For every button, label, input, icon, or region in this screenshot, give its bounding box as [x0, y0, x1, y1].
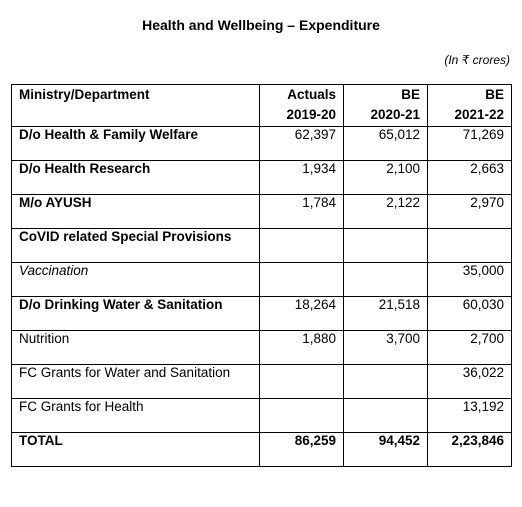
cell-actuals-2019-20: 86,259: [260, 433, 344, 467]
table-row: [12, 263, 512, 297]
cell-be-2021-22: 35,000: [428, 263, 512, 297]
cell-be-2020-21: 94,452: [344, 433, 428, 467]
cell-be-2020-21: [344, 365, 428, 399]
table-row: [12, 229, 512, 263]
cell-actuals-2019-20: [260, 399, 344, 433]
header-actuals-2019-20: [260, 85, 344, 127]
header-year: 2021-22: [454, 107, 504, 122]
unit-note: (In ₹ crores): [444, 53, 510, 67]
cell-actuals-2019-20: 18,264: [260, 297, 344, 331]
table-row: [12, 195, 512, 229]
header-label: BE: [485, 87, 504, 102]
cell-actuals-2019-20: 1,934: [260, 161, 344, 195]
table-row: [12, 127, 512, 161]
row-label: D/o Health & Family Welfare: [12, 127, 260, 161]
table-row: [12, 331, 512, 365]
row-label: FC Grants for Health: [12, 399, 260, 433]
cell-be-2021-22: 71,269: [428, 127, 512, 161]
cell-be-2021-22: 2,663: [428, 161, 512, 195]
cell-be-2021-22: 36,022: [428, 365, 512, 399]
page-title: Health and Wellbeing – Expenditure: [142, 17, 380, 33]
table-row: [12, 399, 512, 433]
cell-be-2020-21: 65,012: [344, 127, 428, 161]
row-label: CoVID related Special Provisions: [12, 229, 260, 263]
cell-be-2021-22: [428, 229, 512, 263]
header-label: BE: [401, 87, 420, 102]
cell-actuals-2019-20: [260, 229, 344, 263]
cell-be-2021-22: 60,030: [428, 297, 512, 331]
row-label: D/o Drinking Water & Sanitation: [12, 297, 260, 331]
row-label: Nutrition: [12, 331, 260, 365]
table-header-row: [12, 85, 512, 127]
cell-be-2021-22: 2,970: [428, 195, 512, 229]
table-row: [12, 161, 512, 195]
cell-be-2020-21: 3,700: [344, 331, 428, 365]
cell-be-2020-21: 2,122: [344, 195, 428, 229]
cell-actuals-2019-20: 1,880: [260, 331, 344, 365]
table-row: [12, 433, 512, 467]
header-ministry-department: Ministry/Department: [12, 85, 260, 127]
cell-be-2020-21: 2,100: [344, 161, 428, 195]
row-label: M/o AYUSH: [12, 195, 260, 229]
cell-actuals-2019-20: [260, 365, 344, 399]
cell-be-2020-21: [344, 263, 428, 297]
table-body: [12, 127, 512, 467]
row-label: Vaccination: [12, 263, 260, 297]
cell-be-2021-22: 2,700: [428, 331, 512, 365]
table-row: [12, 365, 512, 399]
expenditure-table: [11, 84, 512, 467]
row-label: TOTAL: [12, 433, 260, 467]
cell-be-2020-21: 21,518: [344, 297, 428, 331]
header-be-2021-22: [428, 85, 512, 127]
cell-actuals-2019-20: 62,397: [260, 127, 344, 161]
header-label: Actuals: [287, 87, 336, 102]
cell-be-2021-22: 2,23,846: [428, 433, 512, 467]
cell-be-2020-21: [344, 399, 428, 433]
table-row: [12, 297, 512, 331]
cell-actuals-2019-20: [260, 263, 344, 297]
row-label: FC Grants for Water and Sanitation: [12, 365, 260, 399]
header-year: 2019-20: [286, 107, 336, 122]
cell-be-2021-22: 13,192: [428, 399, 512, 433]
cell-actuals-2019-20: 1,784: [260, 195, 344, 229]
cell-be-2020-21: [344, 229, 428, 263]
header-be-2020-21: [344, 85, 428, 127]
row-label: D/o Health Research: [12, 161, 260, 195]
header-year: 2020-21: [370, 107, 420, 122]
